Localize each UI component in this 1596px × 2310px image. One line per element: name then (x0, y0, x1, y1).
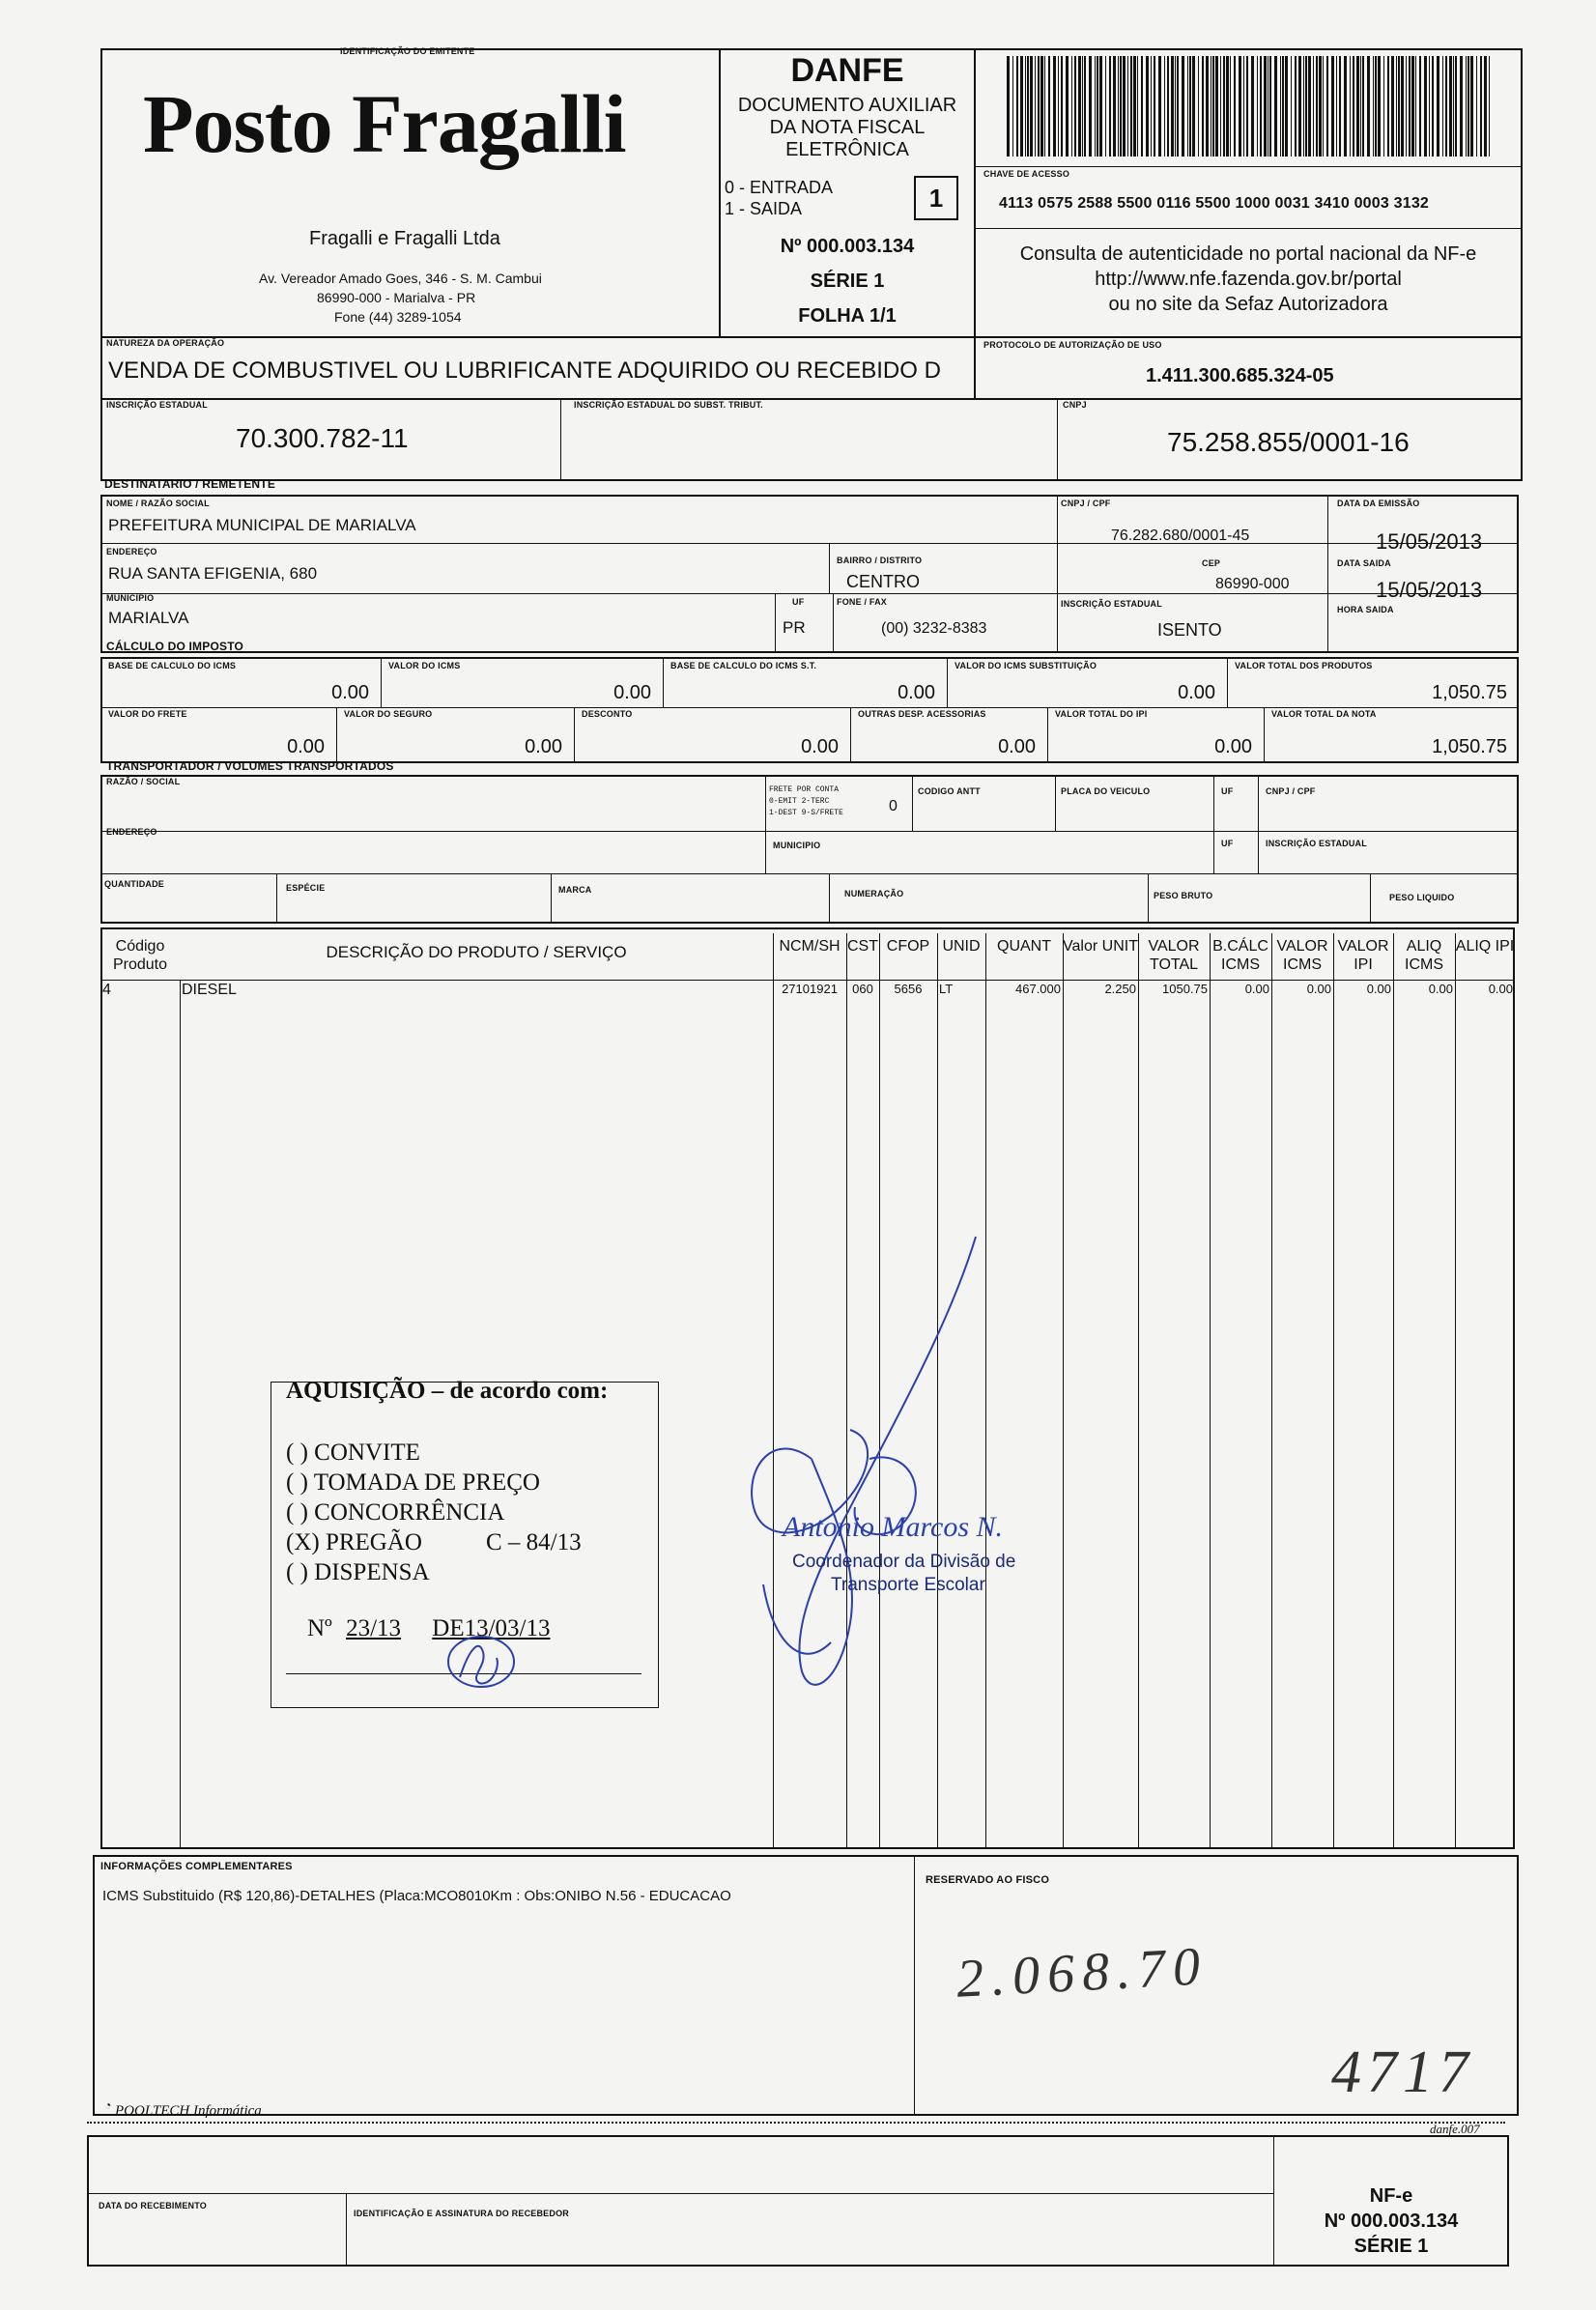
option-concorrencia: ( ) CONCORRÊNCIA (286, 1499, 505, 1526)
table-cell-0-1: DIESEL (182, 982, 237, 998)
barcode-bar (1246, 56, 1248, 157)
table-cell-0-7: 2.250 (1104, 982, 1136, 996)
barcode-bar (1127, 56, 1128, 157)
col-header-5: UNID (942, 938, 981, 955)
address-line1: Av. Vereador Amado Goes, 346 - S. M. Cambui (259, 271, 542, 286)
barcode-bar (1239, 56, 1241, 157)
software-name (104, 2098, 262, 2120)
imposto-value-0-0: 0.00 (331, 682, 369, 703)
barcode-bar (1445, 56, 1447, 157)
barcode-bar (1409, 56, 1411, 157)
barcode-bar (1187, 56, 1188, 157)
danfe-title: DANFE (790, 52, 904, 89)
signature-role2: Transporte Escolar (831, 1575, 985, 1595)
col-header-11: VALOR IPI (1337, 938, 1389, 973)
bairro-label: BAIRRO / DISTRITO (837, 556, 923, 565)
table-cell-0-0: 4 (102, 982, 111, 998)
imposto-value-1-3: 0.00 (998, 736, 1036, 757)
col-header-3: CST (847, 938, 878, 955)
canhoto-nfe: NF-e (1369, 2185, 1413, 2207)
saida-label: 1 - SAIDA (725, 199, 803, 218)
barcode-bar (1398, 56, 1400, 157)
barcode-bar (1419, 56, 1421, 157)
barcode-bar (1282, 56, 1284, 157)
protocolo-label: PROTOCOLO DE AUTORIZAÇÃO DE USO (983, 340, 1162, 350)
barcode-bar (1198, 56, 1199, 157)
barcode-bar (1061, 56, 1063, 157)
barcode-bar (1470, 56, 1473, 157)
barcode-bar (1350, 56, 1351, 157)
imposto-label-1-2: DESCONTO (582, 709, 633, 719)
canhoto-serie: SÉRIE 1 (1354, 2236, 1429, 2257)
saida-label: DATA SAIDA (1337, 558, 1391, 568)
cut-line (87, 2122, 1505, 2124)
barcode-bar (1133, 56, 1136, 157)
barcode-bar (1175, 56, 1176, 157)
nome-label: NOME / RAZÃO SOCIAL (106, 499, 210, 508)
stamp-data: 13/03/13 (464, 1615, 551, 1641)
imposto-label-0-4: VALOR TOTAL DOS PRODUTOS (1235, 661, 1373, 670)
consulta-line3: ou no site da Sefaz Autorizadora (1108, 294, 1388, 315)
fone-label: FONE / FAX (837, 597, 888, 607)
barcode-bar (1437, 56, 1439, 157)
barcode-bar (1257, 56, 1258, 157)
barcode-bar (1030, 56, 1033, 157)
antt-label: CODIGO ANTT (918, 786, 981, 796)
barcode-bar (1303, 56, 1304, 157)
barcode-bar (1040, 56, 1043, 157)
barcode-bar (1396, 56, 1397, 157)
barcode-bar (1415, 56, 1416, 157)
trans-uf2-label: UF (1221, 839, 1234, 848)
destinatario-label: DESTINATARIO / REMETENTE (104, 477, 276, 491)
trans-endereco-label: ENDEREÇO (106, 827, 157, 837)
emissao-value: 15/05/2013 (1376, 529, 1483, 554)
dest-cnpj-value: 76.282.680/0001-45 (1111, 528, 1250, 544)
barcode (1007, 56, 1496, 157)
barcode-bar (1316, 56, 1318, 157)
option-pregao (286, 1527, 582, 1557)
barcode-bar (1280, 56, 1281, 157)
imposto-value-0-4: 1,050.75 (1432, 682, 1507, 703)
tipo-box: 1 (914, 176, 958, 220)
barcode-bar (1167, 56, 1169, 157)
handwritten-amount: 2.068.70 (955, 1936, 1210, 2010)
barcode-bar (1084, 56, 1086, 157)
option-tomada: ( ) TOMADA DE PREÇO (286, 1469, 540, 1496)
option-pregao-label: (X) PREGÃO (286, 1529, 422, 1555)
barcode-bar (1295, 56, 1297, 157)
table-cell-0-10: 0.00 (1306, 982, 1331, 996)
signature (734, 1217, 1101, 1700)
imposto-value-0-1: 0.00 (613, 682, 651, 703)
quantidade-label: QUANTIDADE (104, 879, 164, 889)
razao-label: RAZÃO / SOCIAL (106, 777, 181, 786)
dest-ie-value: ISENTO (1157, 620, 1222, 640)
danfe-code: danfe.007 (1430, 2122, 1480, 2136)
address-line3: Fone (44) 3289-1054 (334, 309, 462, 325)
col-header-4: CFOP (886, 938, 930, 955)
barcode-bar (1097, 56, 1098, 157)
imposto-value-1-1: 0.00 (525, 736, 562, 757)
barcode-bar (1044, 56, 1045, 157)
fone-value: (00) 3232-8383 (881, 620, 987, 637)
trans-municipio-label: MUNICIPIO (773, 841, 821, 850)
table-cell-0-12: 0.00 (1428, 982, 1453, 996)
consulta-line1: Consulta de autenticidade no portal nacional da NF-e (1019, 243, 1477, 265)
col-header-12: ALIQ ICMS (1405, 938, 1443, 973)
imposto-label-1-0: VALOR DO FRETE (108, 709, 187, 719)
placa-label: PLACA DO VEICULO (1061, 786, 1151, 796)
barcode-bar (1182, 56, 1184, 157)
uf-value: PR (783, 618, 806, 637)
software-icon: ◔ (104, 2098, 112, 2112)
barcode-bar (1274, 56, 1277, 157)
danfe-numero: Nº 000.003.134 (780, 236, 915, 257)
saida-value: 15/05/2013 (1376, 578, 1483, 602)
barcode-bar (1401, 56, 1404, 157)
barcode-bar (1480, 56, 1482, 157)
imposto-label: CÁLCULO DO IMPOSTO (106, 640, 244, 653)
imposto-label-1-4: VALOR TOTAL DO IPI (1055, 709, 1148, 719)
barcode-bar (1367, 56, 1370, 157)
trans-uf-label: UF (1221, 786, 1234, 796)
barcode-bar (1264, 56, 1267, 157)
bruto-label: PESO BRUTO (1154, 891, 1213, 900)
initials (441, 1629, 522, 1697)
imposto-value-1-0: 0.00 (287, 736, 325, 757)
barcode-bar (1095, 56, 1096, 157)
numeracao-label: NUMERAÇÃO (844, 889, 904, 898)
imposto-label-1-5: VALOR TOTAL DA NOTA (1271, 709, 1377, 719)
barcode-bar (1375, 56, 1377, 157)
barcode-bar (1074, 56, 1076, 157)
barcode-bar (1305, 56, 1307, 157)
barcode-bar (1489, 56, 1490, 157)
imposto-label-0-1: VALOR DO ICMS (388, 661, 461, 670)
uf-label: UF (792, 597, 805, 607)
barcode-bar (1078, 56, 1081, 157)
barcode-bar (1362, 56, 1364, 157)
cep-value: 86990-000 (1215, 576, 1290, 592)
cnpj-label: CNPJ (1063, 400, 1087, 410)
barcode-bar (1109, 56, 1111, 157)
natureza-label: NATUREZA DA OPERAÇÃO (106, 338, 225, 348)
stamp-options (286, 1438, 582, 1587)
signature-role1: Coordenador da Divisão de (792, 1552, 1016, 1572)
barcode-bar (1099, 56, 1102, 157)
col-header-0: Código Produto (112, 938, 168, 973)
liquido-label: PESO LIQUIDO (1389, 893, 1455, 902)
barcode-bar (1071, 56, 1072, 157)
dest-ie-label: INSCRIÇÃO ESTADUAL (1061, 599, 1162, 609)
signature-name: Antonio Marcos N. (783, 1511, 1004, 1543)
barcode-bar (1123, 56, 1126, 157)
barcode-bar (1442, 56, 1443, 157)
barcode-bar (1113, 56, 1116, 157)
protocolo-value: 1.411.300.685.324-05 (1146, 365, 1334, 386)
chave-value: 4113 0575 2588 5500 0116 5500 1000 0031 3410 0003 3132 (999, 195, 1430, 212)
endereco-value: RUA SANTA EFIGENIA, 680 (108, 564, 318, 583)
imposto-value-1-4: 0.00 (1214, 736, 1252, 757)
entrada-label: 0 - ENTRADA (725, 178, 834, 197)
stamp-de-label: DE (432, 1615, 465, 1641)
barcode-bar (1460, 56, 1463, 157)
barcode-bar (1025, 56, 1026, 157)
imposto-label-1-1: VALOR DO SEGURO (344, 709, 433, 719)
especie-label: ESPÉCIE (286, 883, 326, 893)
logo: Posto Fragalli (143, 77, 626, 170)
imposto-value-0-2: 0.00 (898, 682, 935, 703)
option-dispensa: ( ) DISPENSA (286, 1559, 430, 1585)
barcode-bar (1466, 56, 1467, 157)
barcode-bar (1020, 56, 1023, 157)
barcode-bar (1058, 56, 1059, 157)
bairro-value: CENTRO (846, 572, 920, 591)
barcode-bar (1319, 56, 1322, 157)
table-cell-0-3: 060 (852, 982, 873, 996)
imposto-label-0-0: BASE DE CALCULO DO ICMS (108, 661, 237, 670)
frete-text: FRETE POR CONTA 0-EMIT 2-TERC 1-DEST 9-S/FRETE (769, 785, 843, 817)
col-header-10: VALOR ICMS (1276, 938, 1328, 973)
barcode-bar (1468, 56, 1469, 157)
barcode-bar (1027, 56, 1029, 157)
barcode-bar (1230, 56, 1231, 157)
iest-label: INSCRIÇÃO ESTADUAL DO SUBST. TRIBUT. (574, 400, 763, 410)
barcode-bar (1269, 56, 1271, 157)
barcode-bar (1484, 56, 1487, 157)
natureza-value: VENDA DE COMBUSTIVEL OU LUBRIFICANTE ADQUIRIDO OU RECEBIDO D (108, 357, 941, 384)
hora-label: HORA SAIDA (1337, 605, 1394, 614)
ie-value: 70.300.782-11 (236, 423, 409, 453)
barcode-bar (1105, 56, 1106, 157)
barcode-bar (1455, 56, 1457, 157)
barcode-bar (1373, 56, 1374, 157)
barcode-bar (1164, 56, 1165, 157)
assinatura-label: IDENTIFICAÇÃO E ASSINATURA DO RECEBEDOR (354, 2209, 569, 2218)
info-label: INFORMAÇÕES COMPLEMENTARES (100, 1861, 293, 1872)
barcode-bar (1141, 56, 1143, 157)
transportador-label: TRANSPORTADOR / VOLUMES TRANSPORTADOS (106, 759, 394, 773)
barcode-bar (1326, 56, 1328, 157)
stamp-numero-value: 23/13 (346, 1615, 402, 1641)
barcode-bar (1298, 56, 1301, 157)
company-name: Fragalli e Fragalli Ltda (309, 228, 500, 249)
barcode-bar (1383, 56, 1384, 157)
nome-value: PREFEITURA MUNICIPAL DE MARIALVA (108, 516, 416, 534)
imposto-value-1-2: 0.00 (801, 736, 839, 757)
recebimento-label: DATA DO RECEBIMENTO (99, 2201, 207, 2210)
col-header-8: VALOR TOTAL (1148, 938, 1200, 973)
barcode-bar (1082, 56, 1083, 157)
endereco-label: ENDEREÇO (106, 547, 157, 556)
barcode-bar (1007, 56, 1010, 157)
barcode-bar (1323, 56, 1324, 157)
software-text: POOLTECH Informática (115, 2103, 262, 2119)
col-header-2: NCM/SH (779, 938, 841, 955)
danfe-subtitle: DOCUMENTO AUXILIAR DA NOTA FISCAL ELETRÔNICA (737, 95, 957, 160)
barcode-bar (1130, 56, 1132, 157)
canhoto-numero: Nº 000.003.134 (1324, 2210, 1459, 2232)
address-line2: 86990-000 - Marialva - PR (317, 290, 476, 305)
danfe-folha: FOLHA 1/1 (798, 305, 897, 327)
barcode-bar (1336, 56, 1337, 157)
barcode-bar (1151, 56, 1152, 157)
barcode-bar (1158, 56, 1161, 157)
col-header-9: B.CÁLC ICMS (1212, 938, 1268, 973)
imposto-value-1-5: 1,050.75 (1432, 736, 1507, 757)
barcode-bar (1260, 56, 1262, 157)
handwritten-number: 4717 (1331, 2039, 1474, 2105)
barcode-bar (1387, 56, 1389, 157)
trans-cnpj-label: CNPJ / CPF (1266, 786, 1316, 796)
cnpj-value: 75.258.855/0001-16 (1167, 427, 1410, 457)
barcode-bar (1016, 56, 1018, 157)
imposto-value-0-3: 0.00 (1178, 682, 1215, 703)
table-cell-0-4: 5656 (894, 982, 923, 996)
barcode-bar (1243, 56, 1244, 157)
table-cell-0-11: 0.00 (1366, 982, 1391, 996)
barcode-bar (1356, 56, 1359, 157)
barcode-bar (1066, 56, 1069, 157)
barcode-bar (1035, 56, 1036, 157)
municipio-label: MUNICIPIO (106, 593, 155, 603)
table-cell-0-8: 1050.75 (1162, 982, 1208, 996)
barcode-bar (1344, 56, 1347, 157)
barcode-bar (1048, 56, 1050, 157)
col-header-7: Valor UNIT (1063, 938, 1138, 955)
barcode-bar (1118, 56, 1119, 157)
barcode-bar (1223, 56, 1225, 157)
barcode-bar (1177, 56, 1179, 157)
barcode-bar (1251, 56, 1254, 157)
barcode-bar (1038, 56, 1040, 157)
barcode-bar (1476, 56, 1477, 157)
barcode-bar (1331, 56, 1334, 157)
emissao-label: DATA DA EMISSÃO (1337, 499, 1420, 508)
barcode-bar (1189, 56, 1191, 157)
col-header-6: QUANT (997, 938, 1051, 955)
option-convite: ( ) CONVITE (286, 1440, 420, 1466)
fisco-label: RESERVADO AO FISCO (926, 1874, 1050, 1886)
barcode-bar (1171, 56, 1174, 157)
col-header-1: DESCRIÇÃO DO PRODUTO / SERVIÇO (326, 943, 627, 961)
barcode-bar (1313, 56, 1314, 157)
imposto-label-1-3: OUTRAS DESP. ACESSORIAS (858, 709, 986, 719)
barcode-bar (1089, 56, 1092, 157)
table-cell-0-13: 0.00 (1488, 982, 1513, 996)
barcode-bar (1339, 56, 1341, 157)
barcode-bar (1411, 56, 1414, 157)
barcode-bar (1406, 56, 1407, 157)
barcode-bar (1391, 56, 1394, 157)
imposto-label-0-3: VALOR DO ICMS SUBSTITUIÇÃO (955, 661, 1097, 670)
imposto-label-0-2: BASE DE CALCULO DO ICMS S.T. (670, 661, 817, 670)
trans-ie-label: INSCRIÇÃO ESTADUAL (1266, 839, 1367, 848)
barcode-bar (1449, 56, 1452, 157)
barcode-bar (1137, 56, 1138, 157)
barcode-bar (1453, 56, 1454, 157)
col-header-13: ALIQ IPI (1455, 938, 1515, 955)
table-cell-0-2: 27101921 (782, 982, 838, 996)
barcode-bar (1234, 56, 1236, 157)
barcode-bar (1120, 56, 1122, 157)
barcode-bar (1353, 56, 1354, 157)
barcode-bar (1012, 56, 1013, 157)
consulta-line2: http://www.nfe.fazenda.gov.br/portal (1095, 269, 1402, 290)
dest-cnpj-label: CNPJ / CPF (1061, 499, 1111, 508)
pregao-ref: C – 84/13 (485, 1529, 582, 1555)
barcode-bar (1053, 56, 1056, 157)
barcode-bar (1206, 56, 1209, 157)
cep-label: CEP (1202, 558, 1221, 568)
barcode-bar (1424, 56, 1427, 157)
barcode-bar (1192, 56, 1195, 157)
barcode-bar (1202, 56, 1204, 157)
stamp-title: AQUISIÇÃO – de acordo com: (286, 1378, 609, 1404)
barcode-bar (1212, 56, 1214, 157)
table-cell-0-5: LT (939, 982, 954, 996)
barcode-bar (1226, 56, 1229, 157)
barcode-bar (1360, 56, 1361, 157)
table-cell-0-9: 0.00 (1244, 982, 1269, 996)
barcode-bar (1285, 56, 1288, 157)
barcode-bar (1429, 56, 1430, 157)
danfe-serie: SÉRIE 1 (810, 271, 885, 292)
barcode-bar (1432, 56, 1434, 157)
frete-value: 0 (889, 798, 898, 814)
barcode-bar (1378, 56, 1381, 157)
chave-label: CHAVE DE ACESSO (983, 169, 1070, 179)
ie-label: INSCRIÇÃO ESTADUAL (106, 400, 208, 410)
table-cell-0-6: 467.000 (1015, 982, 1061, 996)
emitente-label: IDENTIFICAÇÃO DO EMITENTE (340, 46, 475, 56)
barcode-bar (1154, 56, 1155, 157)
barcode-bar (1220, 56, 1221, 157)
barcode-bar (1308, 56, 1311, 157)
barcode-bar (1291, 56, 1292, 157)
barcode-bar (1215, 56, 1218, 157)
marca-label: MARCA (558, 885, 592, 895)
barcode-bar (1146, 56, 1149, 157)
stamp-numero-label: Nº (307, 1615, 332, 1641)
municipio-value: MARIALVA (108, 609, 189, 627)
info-value: ICMS Substituido (R$ 120,86)-DETALHES (Placa:MCO8010Km : Obs:ONIBO N.56 - EDUCACAO (102, 1888, 731, 1904)
